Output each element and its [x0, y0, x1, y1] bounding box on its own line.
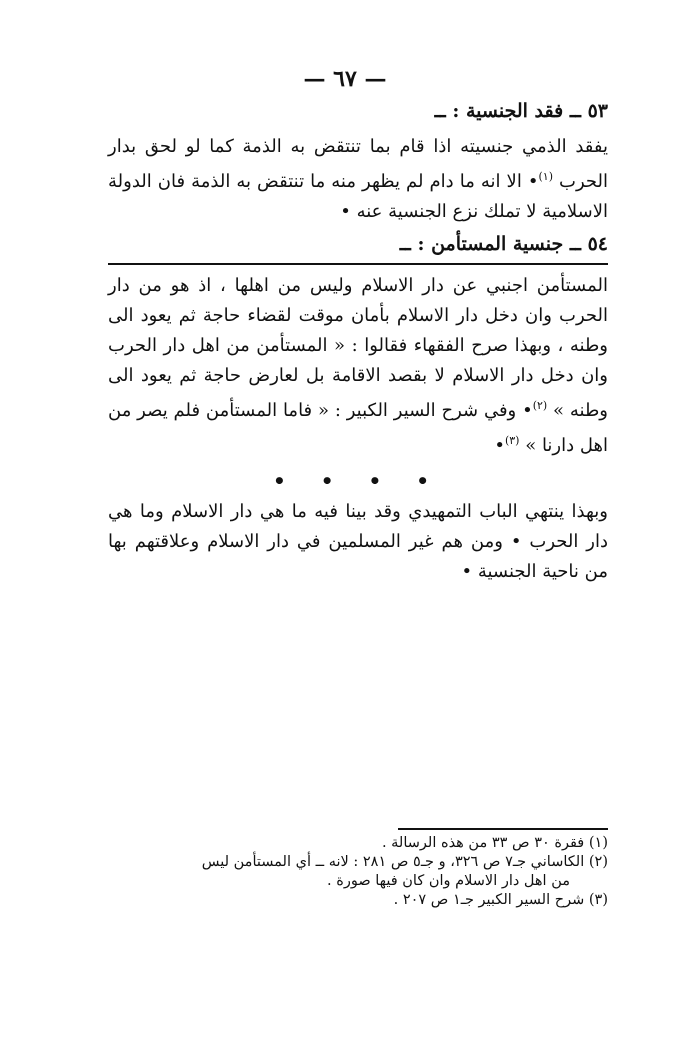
footnote-continuation: من اهل دار الاسلام وان كان فيها صورة .: [327, 873, 570, 889]
heading-underline: [108, 263, 608, 265]
closing-paragraph: وبهذا ينتهي الباب التمهيدي وقد بينا فيه ما هي دار الاسلام وما هي دار الحرب • ومن هم غير المسلمين في دار الاسلام وعلاقتهم بها من ناحية الجنسية •: [108, 501, 608, 582]
footnote-2: [108, 853, 608, 891]
section-53-paragraph: [108, 132, 608, 227]
main-text: [108, 94, 608, 587]
section-54-text-1: المستأمن اجنبي عن دار الاسلام وليس من اهلها ، اذ هو من دار الحرب وان دخل دار الاسلام بأمان موقت لقضاء حاجة ثم يعود الى وطنه ، وبهذا صرح الفقهاء فقالوا : « المستأمن من اهل دار الحرب وان دخل دار الاسلام لا بقصد الاقامة بل لعارض حاجة ثم يعود الى وطنه »: [108, 275, 608, 421]
footnote-ref-2: (٢): [532, 399, 548, 412]
footnote-divider: [398, 828, 608, 830]
section-53-text-2: • الا انه ما دام لم يظهر منه ما تنتقض به الذمة فان الدولة الاسلامية لا تملك نزع الجنسية عنه •: [108, 171, 608, 222]
footnote-marker: (٢): [588, 854, 608, 870]
footnote-text: فقرة ٣٠ ص ٣٣ من هذه الرسالة .: [381, 835, 585, 851]
footnote-1: [108, 834, 608, 853]
footnotes: [108, 834, 608, 910]
section-53-heading: ٥٣ ــ فقد الجنسية : ــ: [434, 100, 608, 122]
footnote-text: الكاساني جـ٧ ص ٣٢٦، و جـ٥ ص ٢٨١ : لانه ــ أي المستأمن ليس: [201, 854, 585, 870]
section-separator: • • • •: [272, 469, 444, 493]
footnote-3: [108, 891, 608, 910]
footnote-text: شرح السير الكبير جـ١ ص ٢٠٧ .: [393, 892, 585, 908]
page-number: — ٦٧ —: [303, 66, 387, 92]
footnote-marker: (١): [588, 835, 608, 851]
footnote-ref-1: (١): [538, 170, 553, 183]
footnote-ref-3: (٣): [504, 434, 520, 447]
section-53-text-1: يفقد الذمي جنسيته اذا قام بما تنتقض به الذمة كما لو لحق بدار الحرب: [108, 136, 608, 192]
section-54-paragraph: [108, 271, 608, 461]
footnote-marker: (٣): [588, 892, 608, 908]
section-54-text-3: •: [494, 435, 505, 456]
section-54-text-2: • وفي شرح السير الكبير : « فاما المستأمن فلم يصر من اهل دارنا »: [108, 400, 608, 456]
section-54-heading: ٥٤ ــ جنسية المستأمن : ــ: [399, 233, 608, 255]
